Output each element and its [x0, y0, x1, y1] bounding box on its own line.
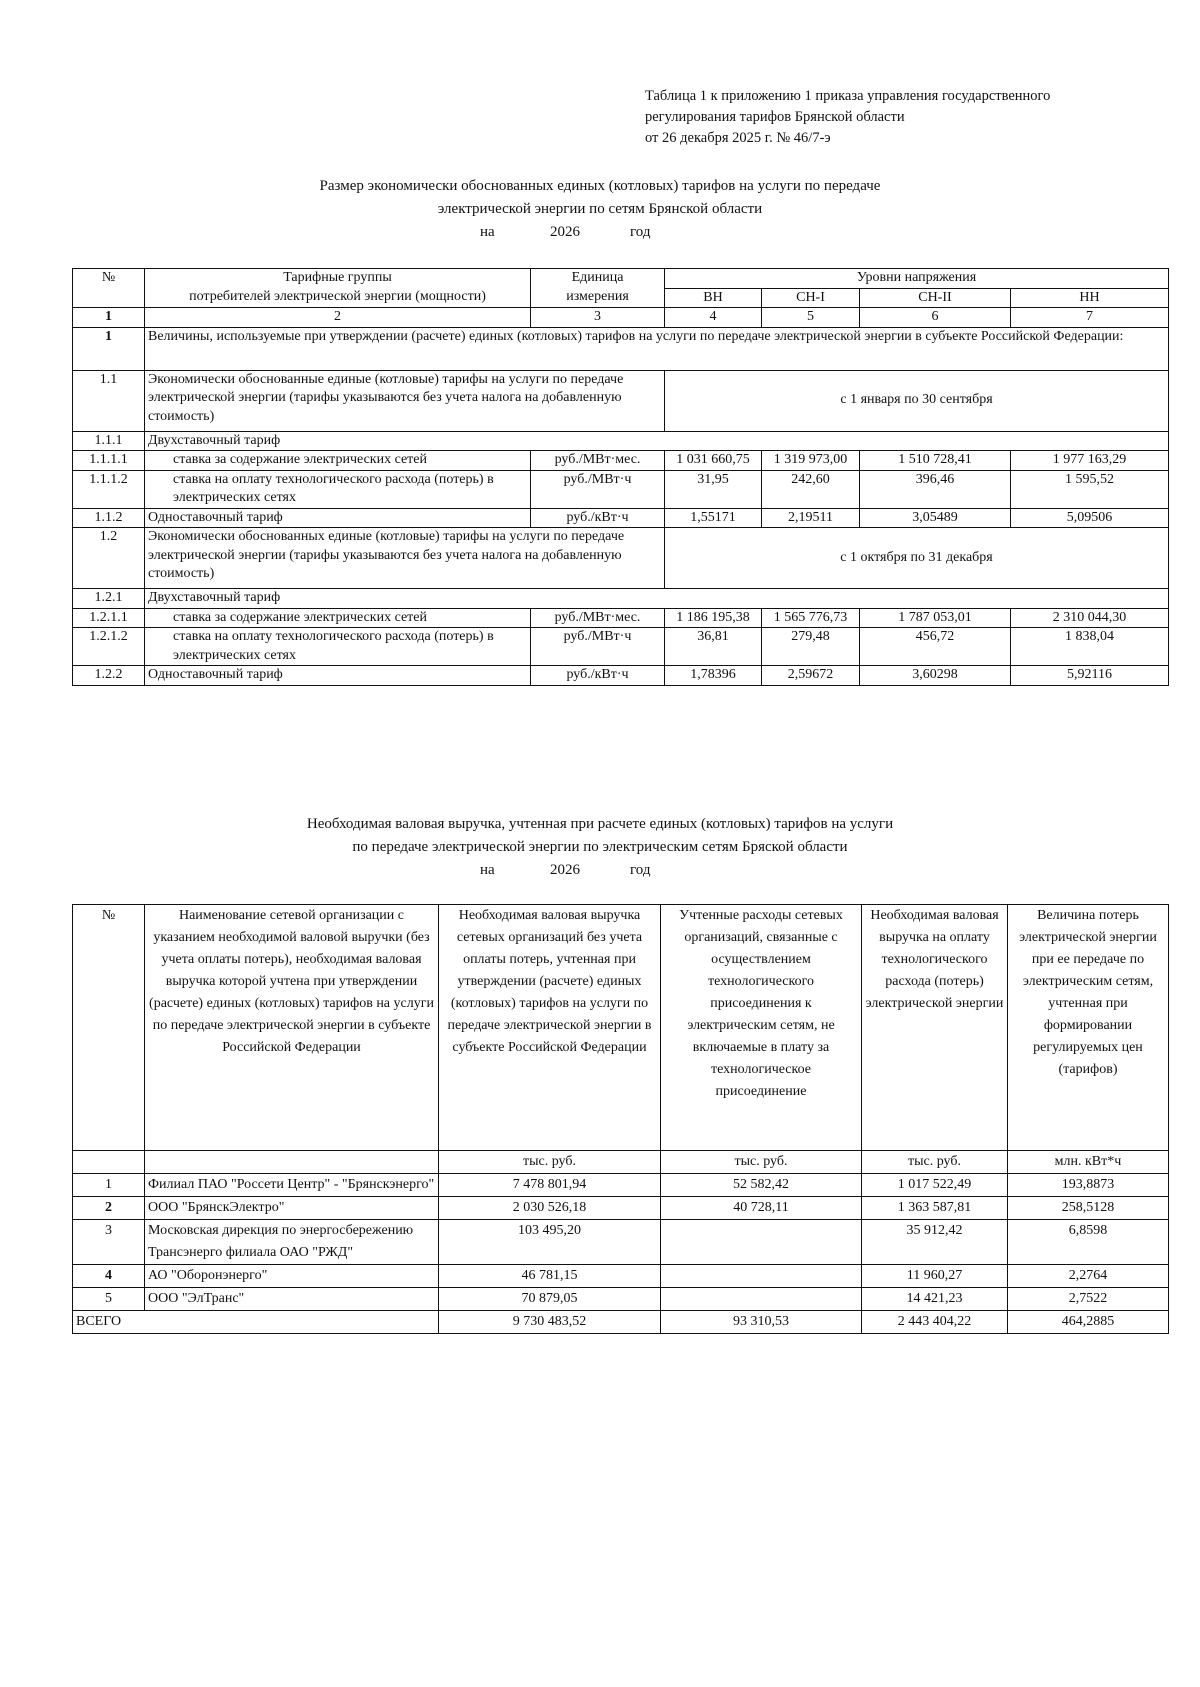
units-row	[73, 1151, 1169, 1174]
table-row	[73, 470, 1169, 508]
value-sn1: 242,60	[762, 470, 860, 508]
header-nn: НН	[1011, 288, 1169, 308]
value-vn: 36,81	[665, 628, 762, 666]
value-nvv: 70 879,05	[439, 1288, 661, 1311]
row-text: Одноставочный тариф	[145, 666, 531, 686]
colnum: 1	[73, 308, 145, 328]
value-losses-vol: 2,2764	[1008, 1265, 1169, 1288]
table-row	[73, 1197, 1169, 1220]
period-label: с 1 октября по 31 декабря	[665, 528, 1169, 589]
row-num: 4	[73, 1265, 145, 1288]
value-nvv: 46 781,15	[439, 1265, 661, 1288]
org-name: Филиал ПАО "Россети Центр" - "Брянскэнерго"	[145, 1174, 439, 1197]
row-num: 1.1.1.2	[73, 470, 145, 508]
value-nn: 1 595,52	[1011, 470, 1169, 508]
value-losses-pay: 14 421,23	[862, 1288, 1008, 1311]
units-empty	[73, 1151, 145, 1174]
row-unit: руб./МВт·ч	[531, 628, 665, 666]
value-nn: 5,09506	[1011, 508, 1169, 528]
colnum: 6	[860, 308, 1011, 328]
value-sn1: 1 565 776,73	[762, 608, 860, 628]
table-row	[73, 1265, 1169, 1288]
colnum: 3	[531, 308, 665, 328]
header-note-line2: регулирования тарифов Брянской области	[645, 109, 905, 125]
value-vn: 1 186 195,38	[665, 608, 762, 628]
row-num: 1.2.2	[73, 666, 145, 686]
table-row	[73, 451, 1169, 471]
colnum: 7	[1011, 308, 1169, 328]
row-unit: руб./МВт·ч	[531, 470, 665, 508]
row-num: 2	[73, 1197, 145, 1220]
tariff-table	[72, 268, 1169, 686]
year-prefix: на	[480, 224, 495, 240]
units-empty	[145, 1151, 439, 1174]
colnum: 5	[762, 308, 860, 328]
row-text: ставка за содержание электрических сетей	[145, 608, 531, 628]
header-groups-l1: Тарифные группы	[283, 270, 392, 285]
value-vn: 1 031 660,75	[665, 451, 762, 471]
row-unit: руб./МВт·мес.	[531, 451, 665, 471]
year-suffix: год	[630, 224, 651, 240]
value-tp: 40 728,11	[661, 1197, 862, 1220]
row-num: 1.2.1.2	[73, 628, 145, 666]
table2-year-line	[480, 859, 680, 882]
value-losses-vol: 258,5128	[1008, 1197, 1169, 1220]
value-sn1: 2,59672	[762, 666, 860, 686]
org-name: Московская дирекция по энергосбережению Трансэнерго филиала ОАО "РЖД"	[145, 1220, 439, 1265]
value-sn2: 3,60298	[860, 666, 1011, 686]
header-sn1: СН-I	[762, 288, 860, 308]
header-name: Наименование сетевой организации с указанием необходимой валовой выручки (без учета оплаты потерь), необходимая валовая выручка которой учтена при утверждении (расчете) единых (котловых) тарифов на услуги по передаче электрической энергии в субъекте Российской Федерации	[145, 905, 439, 1151]
value-losses-pay: 1 017 522,49	[862, 1174, 1008, 1197]
row-unit: руб./МВт·мес.	[531, 608, 665, 628]
table-row	[73, 431, 1169, 451]
unit-tp: тыс. руб.	[661, 1151, 862, 1174]
row-num: 1.1.1.1	[73, 451, 145, 471]
table-row	[73, 508, 1169, 528]
value-nn: 5,92116	[1011, 666, 1169, 686]
value-sn2: 396,46	[860, 470, 1011, 508]
unit-losses-pay: тыс. руб.	[862, 1151, 1008, 1174]
value-vn: 31,95	[665, 470, 762, 508]
row-num: 1	[73, 327, 145, 370]
row-unit: руб./кВт·ч	[531, 508, 665, 528]
unit-losses-vol: млн. кВт*ч	[1008, 1151, 1169, 1174]
row-text: Двухставочный тариф	[145, 589, 1169, 609]
year-suffix: год	[630, 862, 651, 878]
header-sn2: СН-II	[860, 288, 1011, 308]
row-text: ставка за содержание электрических сетей	[145, 451, 531, 471]
org-name: АО "Оборонэнерго"	[145, 1265, 439, 1288]
table-row	[73, 608, 1169, 628]
colnum: 2	[145, 308, 531, 328]
row-unit: руб./кВт·ч	[531, 666, 665, 686]
table-row	[73, 528, 1169, 589]
value-losses-pay: 11 960,27	[862, 1265, 1008, 1288]
row-num: 1.2	[73, 528, 145, 589]
row-num: 1.2.1.1	[73, 608, 145, 628]
value-tp	[661, 1288, 862, 1311]
table-row	[73, 666, 1169, 686]
row-num: 1.2.1	[73, 589, 145, 609]
revenue-table	[72, 904, 1169, 1334]
period-label: с 1 января по 30 сентября	[665, 370, 1169, 431]
colnum: 4	[665, 308, 762, 328]
colnum-row	[73, 308, 1169, 328]
value-losses-pay: 35 912,42	[862, 1220, 1008, 1265]
row-text: ставка на оплату технологического расхода (потерь) в электрических сетях	[145, 470, 531, 508]
table2-title-line1: Необходимая валовая выручка, учтенная при расчете единых (котловых) тарифов на услуги	[306, 816, 894, 832]
row-num: 1	[73, 1174, 145, 1197]
table2-title	[0, 813, 1200, 890]
header-groups	[145, 269, 531, 308]
row-text: ставка на оплату технологического расхода (потерь) в электрических сетях	[145, 628, 531, 666]
header-losses-pay: Необходимая валовая выручка на оплату технологического расхода (потерь) электрической энергии	[862, 905, 1008, 1151]
row-text: Экономически обоснованные единые (котловые) тарифы на услуги по передаче электрической энергии (тарифы указываются без учета налога на добавленную стоимость)	[145, 370, 665, 431]
table1-title-line2: электрической энергии по сетям Брянской области	[437, 201, 763, 217]
total-label: ВСЕГО	[73, 1311, 439, 1334]
table-row	[73, 589, 1169, 609]
header-groups-l2: потребителей электрической энергии (мощности)	[189, 288, 486, 304]
value-sn2: 3,05489	[860, 508, 1011, 528]
row-text: Двухставочный тариф	[145, 431, 1169, 451]
row-num: 1.1.1	[73, 431, 145, 451]
table-row	[73, 628, 1169, 666]
value-nvv: 7 478 801,94	[439, 1174, 661, 1197]
table1-title-line1: Размер экономически обоснованных единых (котловых) тарифов на услуги по передаче	[319, 178, 881, 194]
year-value: 2026	[550, 862, 580, 878]
row-num: 1.1.2	[73, 508, 145, 528]
table-row	[73, 1174, 1169, 1197]
table2-title-line2: по передаче электрической энергии по электрическим сетям Бряской области	[352, 839, 848, 855]
row-text: Величины, используемые при утверждении (расчете) единых (котловых) тарифов на услуги по передаче электрической энергии в субъекте Российской Федерации:	[145, 327, 1169, 370]
value-sn1: 279,48	[762, 628, 860, 666]
table-row	[73, 370, 1169, 431]
value-vn: 1,55171	[665, 508, 762, 528]
org-name: ООО "БрянскЭлектро"	[145, 1197, 439, 1220]
org-name: ООО "ЭлТранс"	[145, 1288, 439, 1311]
header-tp: Учтенные расходы сетевых организаций, связанные с осуществлением технологического присоединения к электрическим сетям, не включаемые в плату за технологическое присоединение	[661, 905, 862, 1151]
total-losses-vol: 464,2885	[1008, 1311, 1169, 1334]
value-nvv: 103 495,20	[439, 1220, 661, 1265]
value-nvv: 2 030 526,18	[439, 1197, 661, 1220]
header-unit-l1: Единица	[571, 270, 624, 285]
table-row	[73, 1220, 1169, 1265]
value-sn2: 1 510 728,41	[860, 451, 1011, 471]
value-nn: 1 977 163,29	[1011, 451, 1169, 471]
year-value: 2026	[550, 224, 580, 240]
header-num: №	[73, 269, 145, 308]
value-nn: 1 838,04	[1011, 628, 1169, 666]
value-sn1: 1 319 973,00	[762, 451, 860, 471]
total-nvv: 9 730 483,52	[439, 1311, 661, 1334]
value-losses-vol: 6,8598	[1008, 1220, 1169, 1265]
row-text: Экономически обоснованных единые (котловые) тарифы на услуги по передаче электрической энергии (тарифы указываются без учета налога на добавленную стоимость)	[145, 528, 665, 589]
unit-nvv: тыс. руб.	[439, 1151, 661, 1174]
table-row	[73, 327, 1169, 370]
row-num: 5	[73, 1288, 145, 1311]
row-text: Одноставочный тариф	[145, 508, 531, 528]
total-row	[73, 1311, 1169, 1334]
header-note	[645, 86, 1165, 149]
row-num: 1.1	[73, 370, 145, 431]
total-tp: 93 310,53	[661, 1311, 862, 1334]
value-nn: 2 310 044,30	[1011, 608, 1169, 628]
table1-title	[0, 175, 1200, 252]
header-losses-vol: Величина потерь электрической энергии при ее передаче по электрическим сетям, учтенная при формировании регулируемых цен (тарифов)	[1008, 905, 1169, 1151]
value-losses-pay: 1 363 587,81	[862, 1197, 1008, 1220]
value-tp: 52 582,42	[661, 1174, 862, 1197]
value-vn: 1,78396	[665, 666, 762, 686]
header-num: №	[73, 905, 145, 1151]
header-unit	[531, 269, 665, 308]
value-losses-vol: 2,7522	[1008, 1288, 1169, 1311]
year-prefix: на	[480, 862, 495, 878]
row-num: 3	[73, 1220, 145, 1265]
total-losses-pay: 2 443 404,22	[862, 1311, 1008, 1334]
table-row	[73, 1288, 1169, 1311]
value-sn1: 2,19511	[762, 508, 860, 528]
value-sn2: 456,72	[860, 628, 1011, 666]
header-nvv: Необходимая валовая выручка сетевых организаций без учета оплаты потерь, учтенная при утверждении (расчете) единых (котловых) тарифов на услуги по передаче электрической энергии в субъекте Российской Федерации	[439, 905, 661, 1151]
value-sn2: 1 787 053,01	[860, 608, 1011, 628]
table1-year-line	[480, 221, 680, 244]
header-note-line3: от 26 декабря 2025 г. № 46/7-э	[645, 130, 831, 146]
value-losses-vol: 193,8873	[1008, 1174, 1169, 1197]
header-levels: Уровни напряжения	[665, 269, 1169, 289]
value-tp	[661, 1220, 862, 1265]
header-vn: ВН	[665, 288, 762, 308]
header-note-line1: Таблица 1 к приложению 1 приказа управления государственного	[645, 88, 1051, 104]
value-tp	[661, 1265, 862, 1288]
header-unit-l2: измерения	[566, 288, 629, 304]
